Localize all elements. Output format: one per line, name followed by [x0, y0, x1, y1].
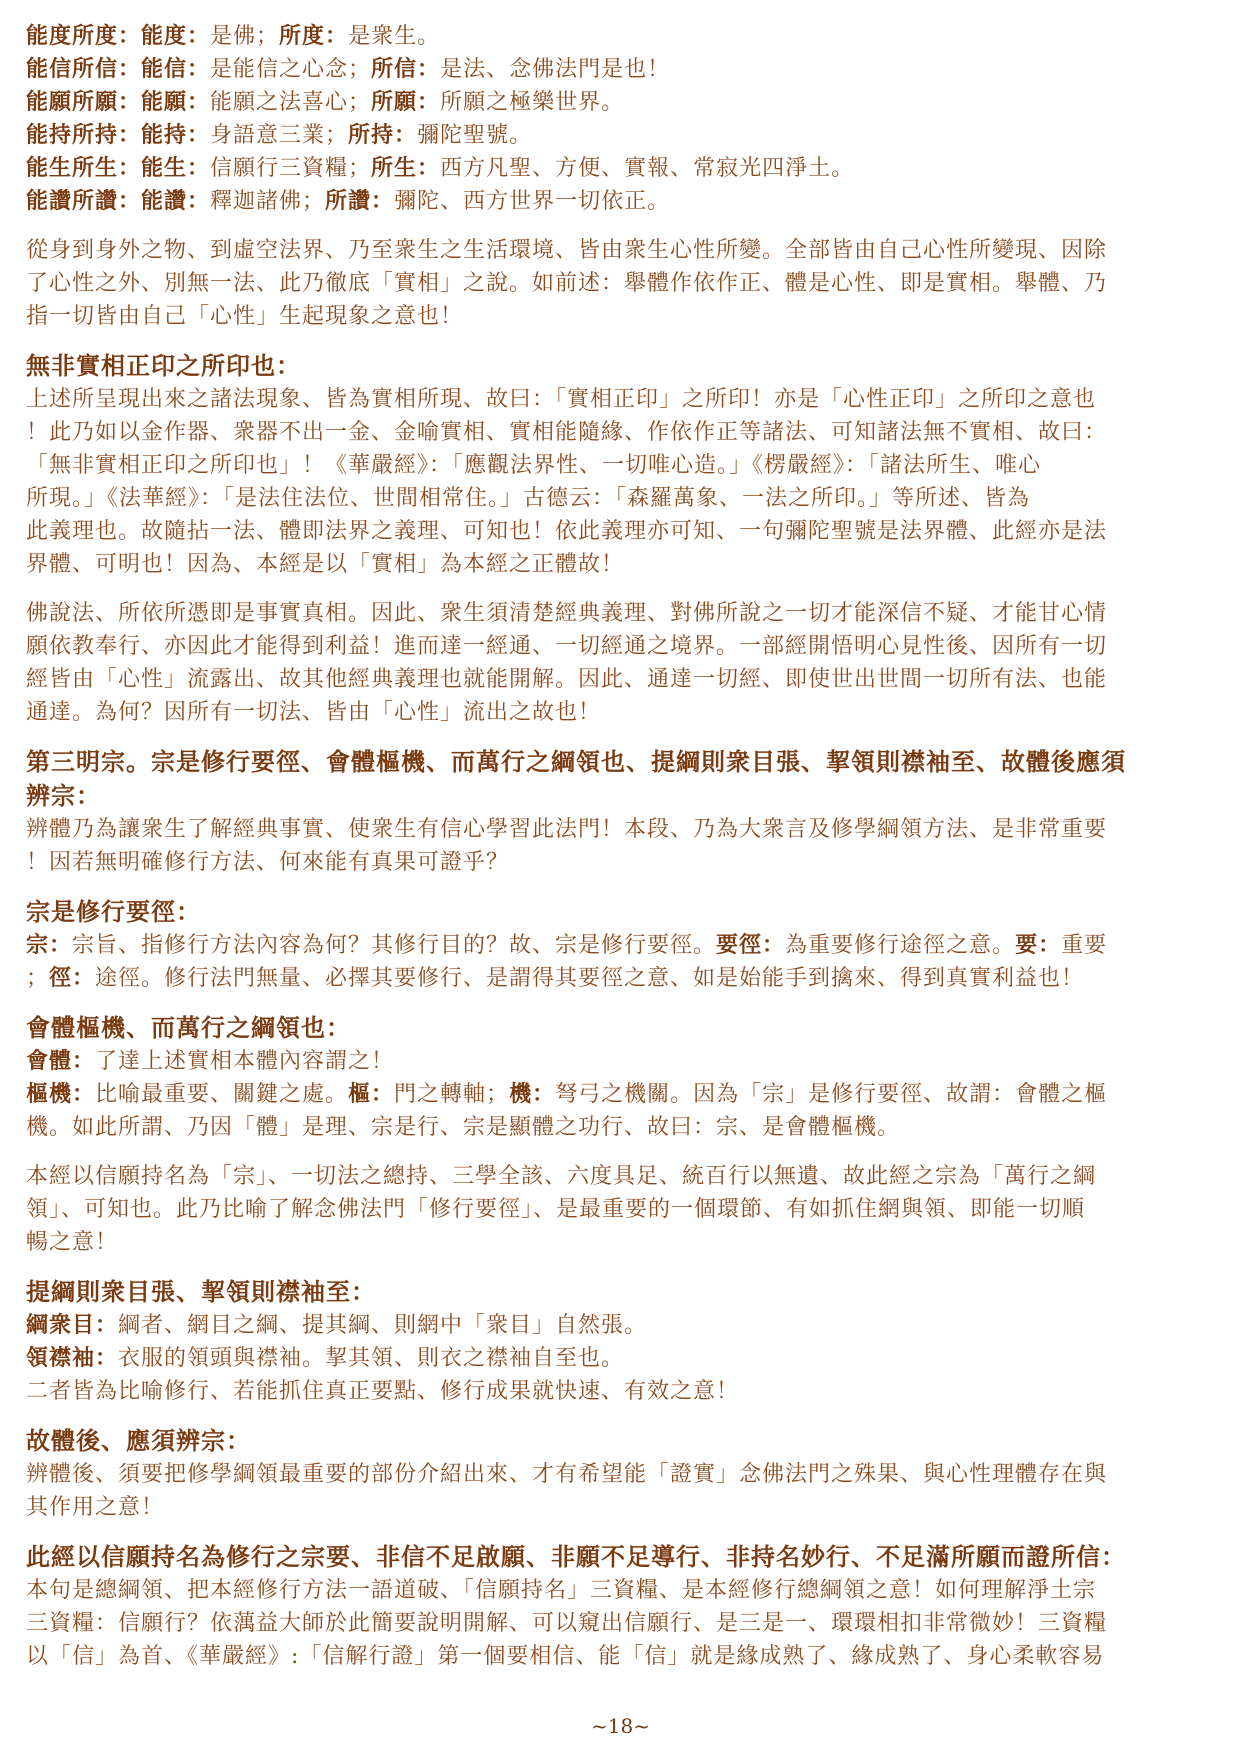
text-line: 辨體後、須要把修學綱領最重要的部份介紹出來、才有希望能「證實」念佛法門之殊果、與心性理體存在與 [26, 1462, 1108, 1487]
text-line: 樞機：比喻最重要、關鍵之處。樞：門之轉軸；機：弩弓之機關。因為「宗」是修行要徑、故謂：會體之樞 [26, 1081, 1108, 1107]
definition-line: 能度所度：能度：是佛；所度：是衆生。 [26, 23, 441, 49]
definition-line: 能信所信：能信：是能信之心念；所信：是法、念佛法門是也！ [26, 56, 671, 82]
text-line: 願依教奉行、亦因此才能得到利益！進而達一經通、一切經通之境界。一部經開悟明心見性後、因所有一切 [26, 634, 1108, 659]
definition-line: 能讚所讚：能讚：釋迦諸佛；所讚：彌陀、西方世界一切依正。 [26, 188, 671, 214]
paragraph-body [26, 383, 1218, 581]
text-line: ！此乃如以金作器、衆器不出一金、金喻實相、實相能隨緣、作依作正等諸法、可知諸法無不實相、故曰： [26, 420, 1108, 445]
paragraph-body [26, 597, 1218, 729]
section-heading: 第三明宗。宗是修行要徑、會體樞機、而萬行之綱領也、提綱則衆目張、挈領則襟袖至、故體後應須 [26, 747, 1126, 776]
definition-line: 能持所持：能持：身語意三業；所持：彌陀聖號。 [26, 122, 533, 148]
text-line: 暢之意！ [26, 1230, 119, 1255]
text-line: ；徑：途徑。修行法門無量、必擇其要修行、是謂得其要徑之意、如是始能手到擒來、得到真實利益也！ [26, 965, 1085, 991]
definition-line: 能生所生：能生：信願行三資糧；所生：西方凡聖、方便、實報、常寂光四淨土。 [26, 155, 855, 181]
text-line: 佛說法、所依所憑即是事實真相。因此、衆生須清楚經典義理、對佛所說之一切才能深信不疑、才能甘心情 [26, 601, 1108, 626]
page-number: ~18~ [591, 1714, 650, 1738]
text-line: 通達。為何？因所有一切法、皆由「心性」流出之故也！ [26, 700, 602, 725]
paragraph-body [26, 1309, 1218, 1408]
section-heading: 故體後、應須辨宗： [26, 1426, 251, 1455]
section-heading: 提綱則衆目張、挈領則襟袖至： [26, 1277, 376, 1306]
text-line: 本經以信願持名為「宗」、一切法之總持、三學全該、六度具足、統百行以無遺、故此經之宗為「萬行之綱 [26, 1164, 1097, 1189]
text-line: 從身到身外之物、到虛空法界、乃至衆生之生活環境、皆由衆生心性所變。全部皆由自己心性所變現、因除 [26, 238, 1108, 263]
text-line: 其作用之意！ [26, 1495, 165, 1520]
text-line: 了心性之外、別無一法、此乃徹底「實相」之說。如前述：舉體作依作正、體是心性、即是實相。舉體、乃 [26, 271, 1108, 296]
section-heading: 無非實相正印之所印也： [26, 351, 301, 380]
section-heading: 此經以信願持名為修行之宗要、非信不足啟願、非願不足導行、非持名妙行、不足滿所願而證所信： [26, 1542, 1126, 1571]
text-line: 以「信」為首、《華嚴經》:「信解行證」第一個要相信、能「信」就是緣成熟了、緣成熟了、身心柔軟容易 [26, 1644, 1105, 1669]
section-heading: 辨宗： [26, 781, 101, 810]
paragraph-body [26, 929, 1218, 995]
text-line: 所現。」《法華經》：「是法住法位、世間相常住。」古德云：「森羅萬象、一法之所印。」等所述、皆為 [26, 486, 1031, 511]
definitions-list [26, 20, 1218, 218]
text-line: 二者皆為比喻修行、若能抓住真正要點、修行成果就快速、有效之意！ [26, 1379, 740, 1404]
text-line: 三資糧：信願行？依蕅益大師於此簡要說明開解、可以窺出信願行、是三是一、環環相扣非常微妙！三資糧 [26, 1611, 1108, 1636]
section-heading: 會體樞機、而萬行之綱領也： [26, 1013, 351, 1042]
text-line: 機。如此所謂、乃因「體」是理、宗是行、宗是顯體之功行、故曰：宗、是會體樞機。 [26, 1115, 901, 1140]
paragraph-body [26, 813, 1218, 879]
text-line: 領襟袖：衣服的領頭與襟袖。挈其領、則衣之襟袖自至也。 [26, 1345, 625, 1371]
text-line: ！因若無明確修行方法、何來能有真果可證乎？ [26, 850, 510, 875]
text-line: 綱衆目：綱者、網目之綱、提其綱、則網中「衆目」自然張。 [26, 1312, 648, 1338]
text-line: 「無非實相正印之所印也」！《華嚴經》：「應觀法界性、一切唯心造。」《楞嚴經》：「諸法所生、唯心 [26, 453, 1042, 478]
text-line: 經皆由「心性」流露出、故其他經典義理也就能開解。因此、通達一切經、即使世出世間一切所有法、也能 [26, 667, 1108, 692]
text-line: 此義理也。故隨拈一法、體即法界之義理、可知也！依此義理亦可知、一句彌陀聖號是法界體、此經亦是法 [26, 519, 1108, 544]
paragraph-body [26, 1045, 1218, 1144]
text-line: 會體：了達上述實相本體內容謂之！ [26, 1048, 395, 1074]
text-line: 界體、可明也！因為、本經是以「實相」為本經之正體故！ [26, 552, 625, 577]
paragraph-body [26, 1160, 1218, 1259]
paragraph-body [26, 1458, 1218, 1524]
text-line: 上述所呈現出來之諸法現象、皆為實相所現、故曰：「實相正印」之所印！亦是「心性正印」之所印之意也 [26, 387, 1097, 412]
text-line: 領」、可知也。此乃比喻了解念佛法門「修行要徑」、是最重要的一個環節、有如抓住網與領、即能一切順 [26, 1197, 1086, 1222]
text-line: 宗：宗旨、指修行方法內容為何？其修行目的？故、宗是修行要徑。要徑：為重要修行途徑之意。要：重要 [26, 932, 1108, 958]
text-line: 辨體乃為讓衆生了解經典事實、使衆生有信心學習此法門！本段、乃為大衆言及修學綱領方法、是非常重要 [26, 817, 1108, 842]
text-line: 本句是總綱領、把本經修行方法一語道破、「信願持名」三資糧、是本經修行總綱領之意！如何理解淨土宗 [26, 1578, 1097, 1603]
document-page [26, 20, 1218, 1673]
text-line: 指一切皆由自己「心性」生起現象之意也！ [26, 304, 464, 329]
paragraph-body [26, 1574, 1218, 1673]
definition-line: 能願所願：能願：能願之法喜心；所願：所願之極樂世界。 [26, 89, 625, 115]
paragraph-body [26, 234, 1218, 333]
section-heading: 宗是修行要徑： [26, 897, 201, 926]
